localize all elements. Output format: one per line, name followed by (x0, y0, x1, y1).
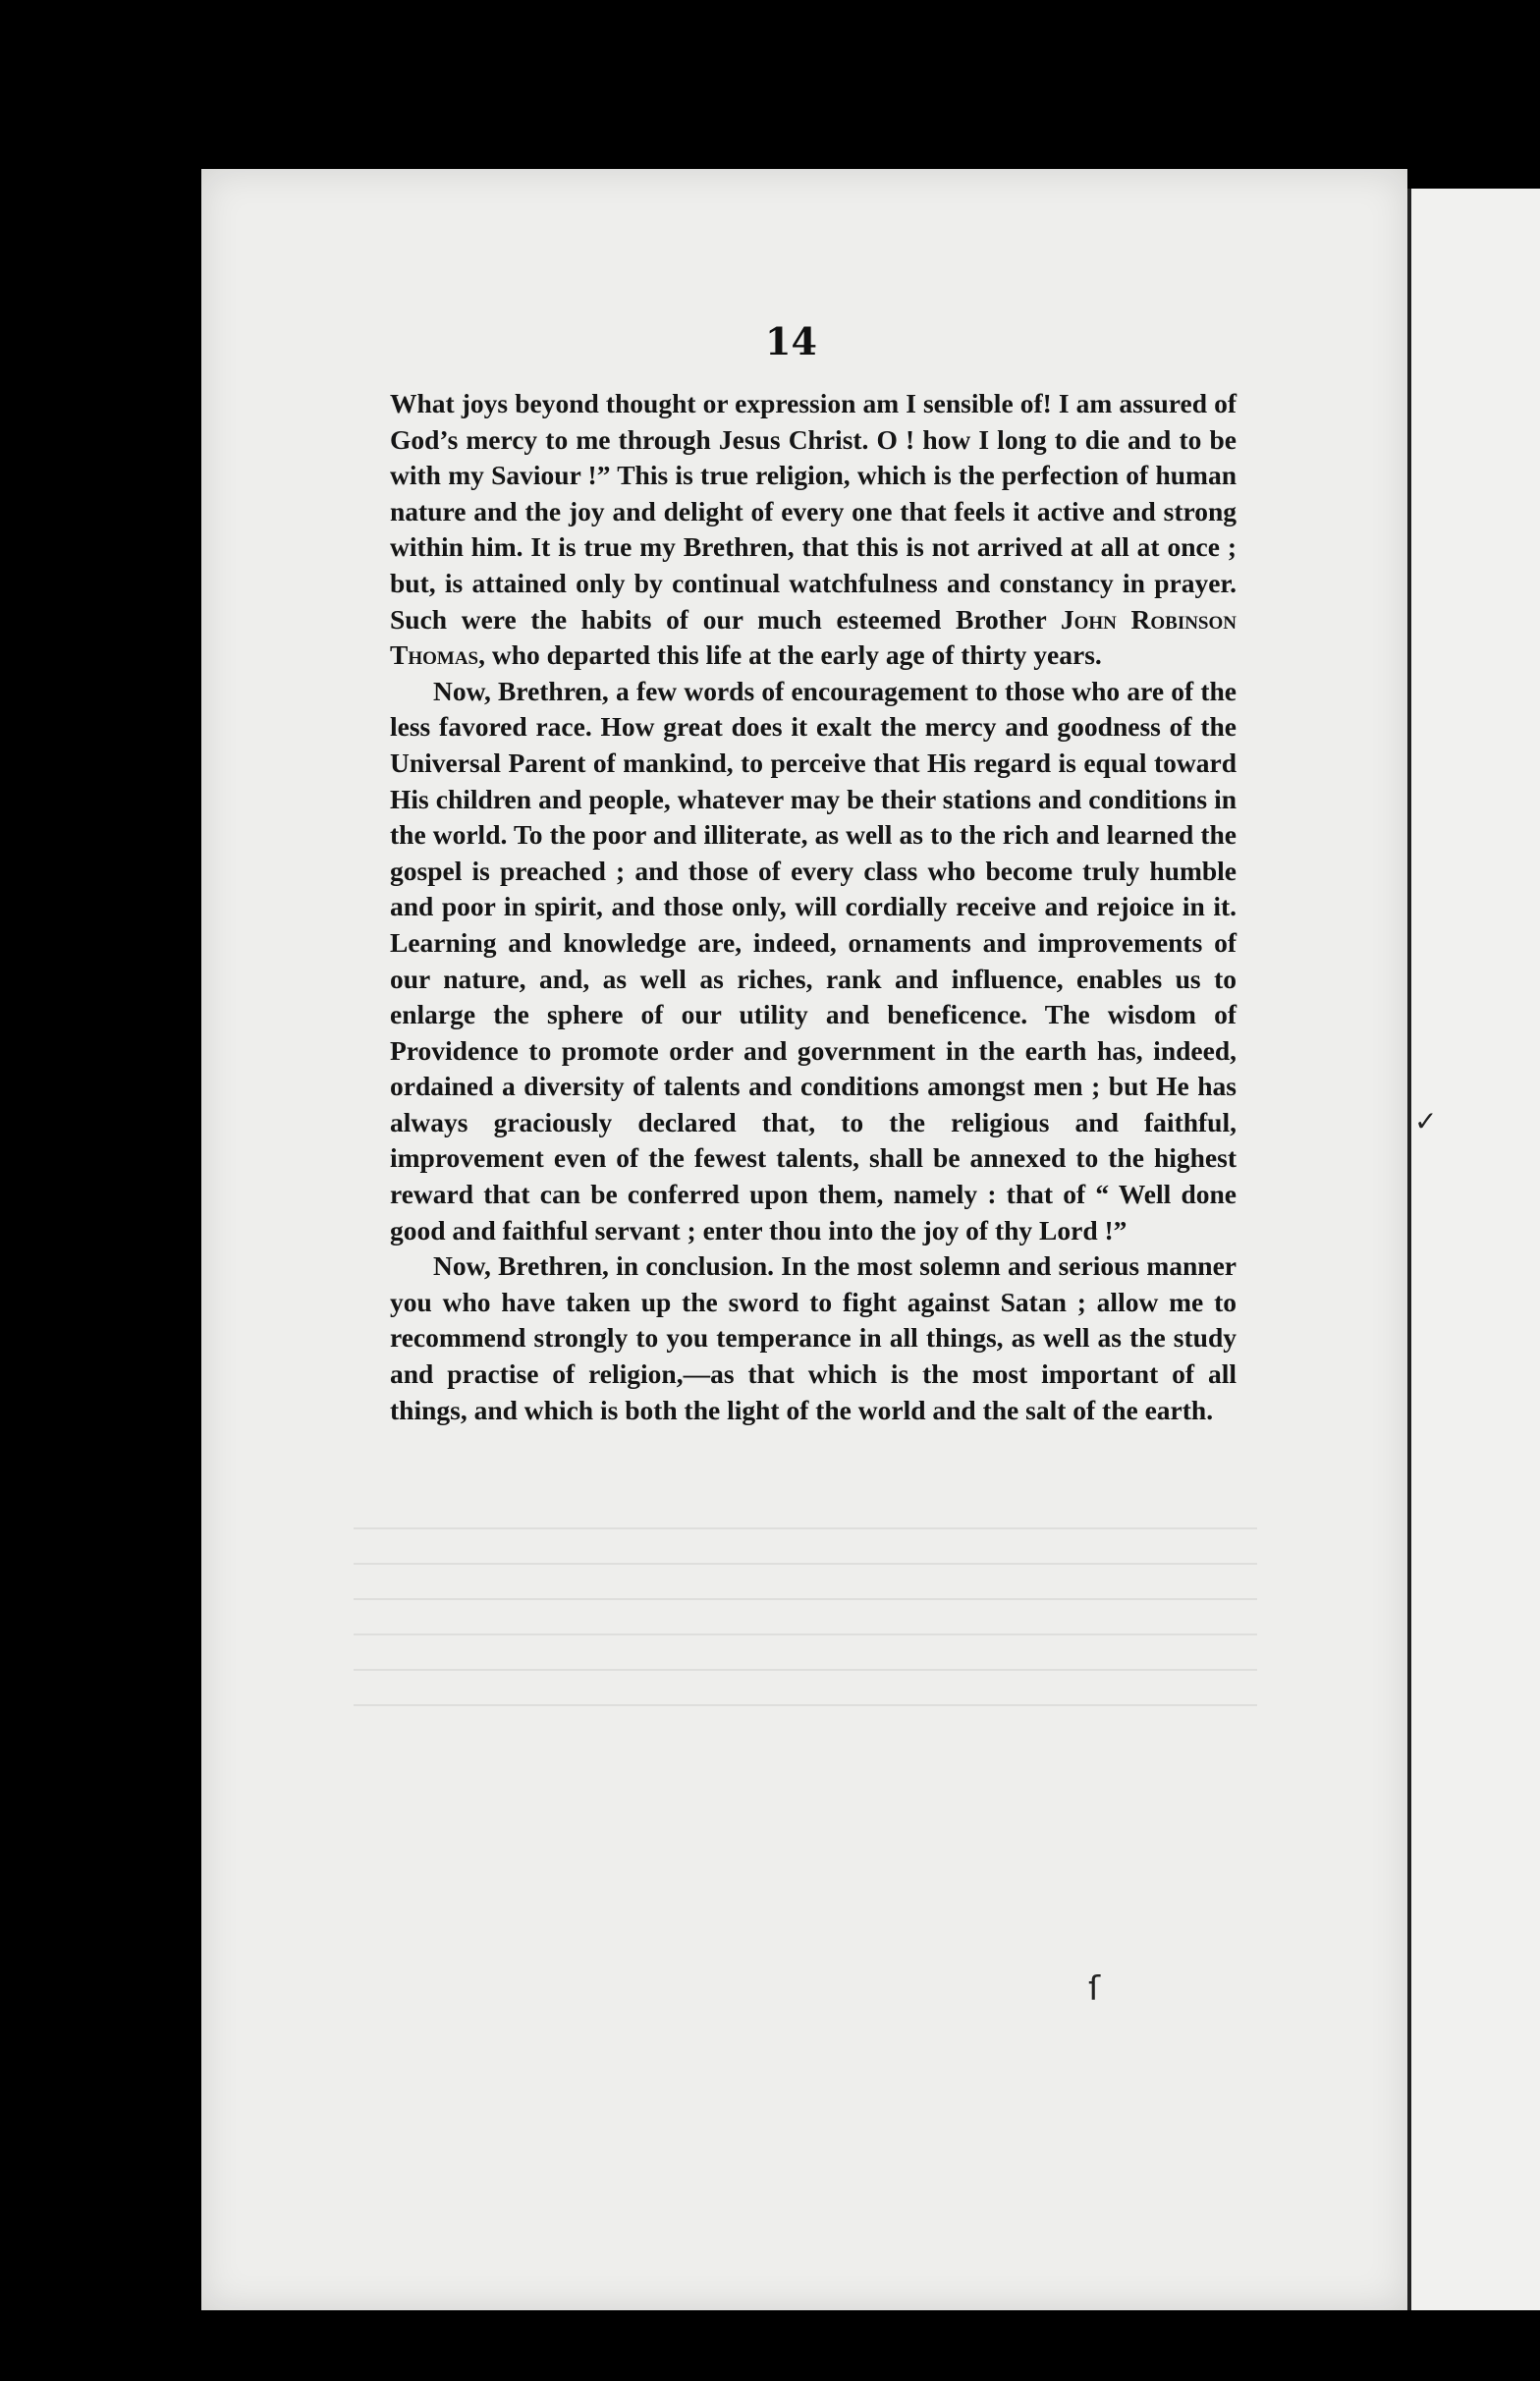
name-small-caps: John Robinson Thomas (390, 603, 1237, 671)
paragraph-text: Now, Brethren, a few words of encouragement to those who are of the less favored race. How great does it exalt the mercy and goodness of the Universal Parent of mankind, to perceive that His regard is equal toward His children and people, whatever may be their stations and conditions in the world. To the poor and illiterate, as well as to the rich and learned the gospel is preached ; and those of every class who become truly humble and poor in spirit, and those only, will cordially receive and rejoice in it. Learning and knowledge are, indeed, ornaments and improvements of our nature, and, as well as riches, rank and influence, enables us to enlarge the sphere of our utility and beneficence. The wisdom of Providence to promote order and government in the earth has, indeed, ordained a diversity of talents and conditions amongst men ; but He has always graciously declared that, to the religious and faithful, improvement even of the fewest talents, shall be annexed to the highest reward that can be conferred upon them, namely : that of “ Well done good and faithful servant ; enter thou into the joy of thy Lord !” (390, 675, 1237, 1246)
paragraph-text: Now, Brethren, in conclusion. In the most solemn and serious manner you who have taken up the sword to fight against Satan ; allow me to recommend strongly to you temperance in all things, as well as the study and practise of religion,—as that which is the most important of all things, and which is both the light of the world and the salt of the earth. (390, 1250, 1237, 1425)
paragraph-text: What joys beyond thought or expression am I sensible of! I am assured of God’s mercy to me through Jesus Christ. O ! how I long to die and to be with my Saviour !” This is true religion, which is the perfection of human nature and the joy and delight of every one that feels it active and strong within him. It is true my Brethren, that this is not arrived at all at once ; but, is attained only by continual watchfulness and constancy in prayer. Such were the habits of our much esteemed Brother (390, 388, 1237, 635)
paragraph-text: , who departed this life at the early age of thirty years. (478, 639, 1102, 671)
page-number: 14 (765, 319, 817, 363)
show-through-text (354, 1527, 1257, 1763)
paragraph (390, 386, 1237, 674)
margin-mark: ✓ (1414, 1105, 1438, 1137)
paragraph (390, 1248, 1237, 1428)
facing-page-edge (1407, 189, 1540, 2310)
paragraph (390, 674, 1237, 1249)
margin-mark: ſ (1088, 1969, 1100, 2009)
body-text (390, 386, 1237, 1428)
